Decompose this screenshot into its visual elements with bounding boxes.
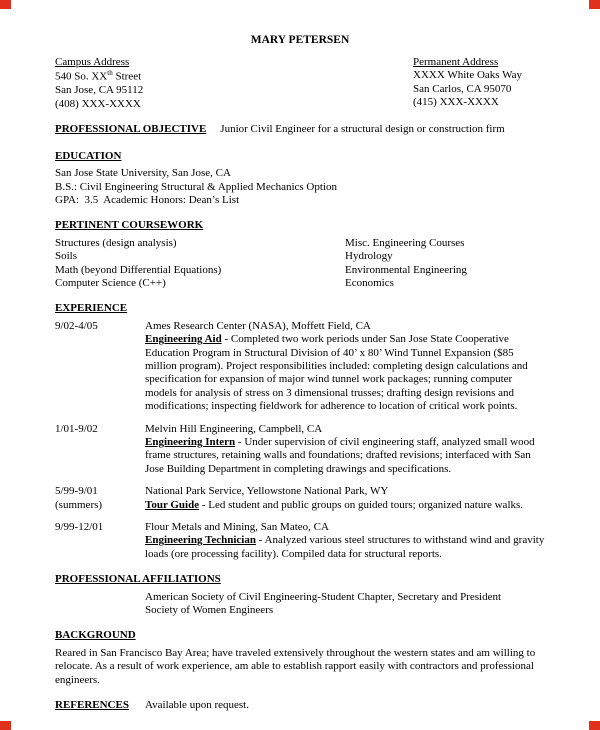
coursework-item: Structures (design analysis) [55, 236, 177, 249]
job-body [145, 521, 545, 561]
job-desc-text: - Completed two work periods under San Jose State Cooperative Education Program in Structural Division of 40’ x 80’ Wind Tunnel Expansion ($85 million program). Project responsibilities included: completing design calculations and specification for expansion of major wind tunnel work packages; running computer models for analysis of stress on 3 dimensional trusses; drafting design revisions and modifications; inspecting fieldwork for adherence to location of critical work points. [145, 333, 528, 413]
experience-section [55, 302, 545, 561]
job-dates-col [55, 423, 145, 477]
experience-job [55, 320, 545, 414]
affiliations-heading: PROFESSIONAL AFFILIATIONS [55, 573, 221, 586]
background-section [55, 629, 545, 687]
references-section [55, 699, 545, 712]
address-block [55, 56, 545, 111]
permanent-address-label: Permanent Address [413, 56, 499, 69]
page-title: MARY PETERSEN [250, 34, 350, 46]
coursework-item: Soils [55, 250, 78, 263]
campus-street: 540 So. XXth Street [55, 69, 142, 84]
experience-job [55, 521, 545, 561]
corner-mark-top-left [0, 0, 11, 9]
job-dates-note: (summers) [55, 498, 103, 511]
campus-city: San Jose, CA 95112 [55, 84, 144, 97]
objective-heading: PROFESSIONAL OBJECTIVE [55, 123, 207, 136]
job-desc-text: - Under supervision of civil engineering staff, analyzed small wood frame structures, retaining walls and foundations; drafted revisions; interfaced with San Jose Building Department in completing drawings and specifications. [145, 436, 535, 475]
job-employer: Ames Research Center (NASA), Moffett Field, CA [145, 319, 371, 332]
education-gpa: GPA: 3.5 Academic Honors: Dean’s List [55, 193, 240, 206]
objective-text: Junior Civil Engineer for a structural design or construction firm [220, 123, 505, 136]
affiliation-item: Society of Women Engineers [145, 604, 274, 617]
background-text: Reared in San Francisco Bay Area; have traveled extensively throughout the western states and am willing to relocate. As a result of work experience, am able to establish rapport easily with contractors and professional engineers. [55, 646, 536, 686]
coursework-row [55, 237, 545, 250]
job-dates: 9/99-12/01 [55, 521, 104, 534]
campus-phone: (408) XXX-XXXX [55, 97, 141, 110]
job-dates: 5/99-9/01 [55, 485, 98, 498]
job-dates-col [55, 485, 145, 512]
objective-section [55, 123, 545, 136]
references-text: Available upon request. [145, 699, 249, 712]
experience-job [55, 485, 545, 512]
background-heading: BACKGROUND [55, 629, 136, 642]
education-heading: EDUCATION [55, 149, 122, 162]
coursework-row [55, 264, 545, 277]
coursework-item: Math (beyond Differential Equations) [55, 263, 222, 276]
corner-mark-bottom-left [0, 721, 11, 730]
job-title: Engineering Aid [145, 333, 222, 346]
references-heading: REFERENCES [55, 699, 129, 712]
job-body [145, 423, 545, 477]
job-description [145, 499, 545, 512]
coursework-item: Economics [345, 276, 394, 289]
job-description [145, 534, 545, 561]
job-body [145, 320, 545, 414]
permanent-phone: (415) XXX-XXXX [413, 96, 499, 109]
job-dates-col [55, 320, 145, 414]
job-employer: Flour Metals and Mining, San Mateo, CA [145, 521, 329, 534]
education-degree: B.S.: Civil Engineering Structural & Applied Mechanics Option [55, 180, 337, 193]
job-dates: 9/02-4/05 [55, 319, 98, 332]
permanent-city: San Carlos, CA 95070 [413, 82, 512, 95]
job-title: Engineering Technician [145, 534, 256, 547]
job-title: Engineering Intern [145, 436, 236, 449]
job-dates: 1/01-9/02 [55, 422, 98, 435]
campus-address [55, 56, 143, 111]
education-section [55, 150, 545, 208]
education-school: San Jose State University, San Jose, CA [55, 167, 231, 180]
job-description [145, 436, 545, 476]
coursework-row [55, 277, 545, 290]
job-desc-text: - Analyzed various steel structures to withstand wind and gravity loads (ore processing facility). Compiled data for structural reports. [145, 534, 545, 560]
corner-mark-top-right [589, 0, 600, 9]
job-body [145, 485, 545, 512]
coursework-heading: PERTINENT COURSEWORK [55, 219, 204, 232]
corner-mark-bottom-right [589, 721, 600, 730]
permanent-address [413, 56, 545, 111]
experience-heading: EXPERIENCE [55, 302, 128, 315]
job-employer: Melvin Hill Engineering, Campbell, CA [145, 422, 323, 435]
job-title: Tour Guide [145, 498, 200, 511]
permanent-street: XXXX White Oaks Way [413, 69, 522, 82]
ordinal-suffix: th [107, 69, 113, 78]
coursework-row [55, 250, 545, 263]
coursework-section [55, 219, 545, 290]
job-dates-col [55, 521, 145, 561]
coursework-item: Computer Science (C++) [55, 276, 166, 289]
job-desc-text: - Led student and public groups on guided tours; organized nature walks. [199, 498, 524, 511]
affiliations-section [55, 573, 545, 617]
experience-job [55, 423, 545, 477]
job-employer: National Park Service, Yellowstone National Park, WY [145, 485, 389, 498]
coursework-item: Environmental Engineering [345, 263, 467, 276]
campus-address-label: Campus Address [55, 56, 130, 69]
coursework-item: Hydrology [345, 250, 393, 263]
job-description [145, 333, 545, 413]
coursework-item: Misc. Engineering Courses [345, 236, 465, 249]
affiliation-item: American Society of Civil Engineering-Student Chapter, Secretary and President [145, 590, 502, 603]
